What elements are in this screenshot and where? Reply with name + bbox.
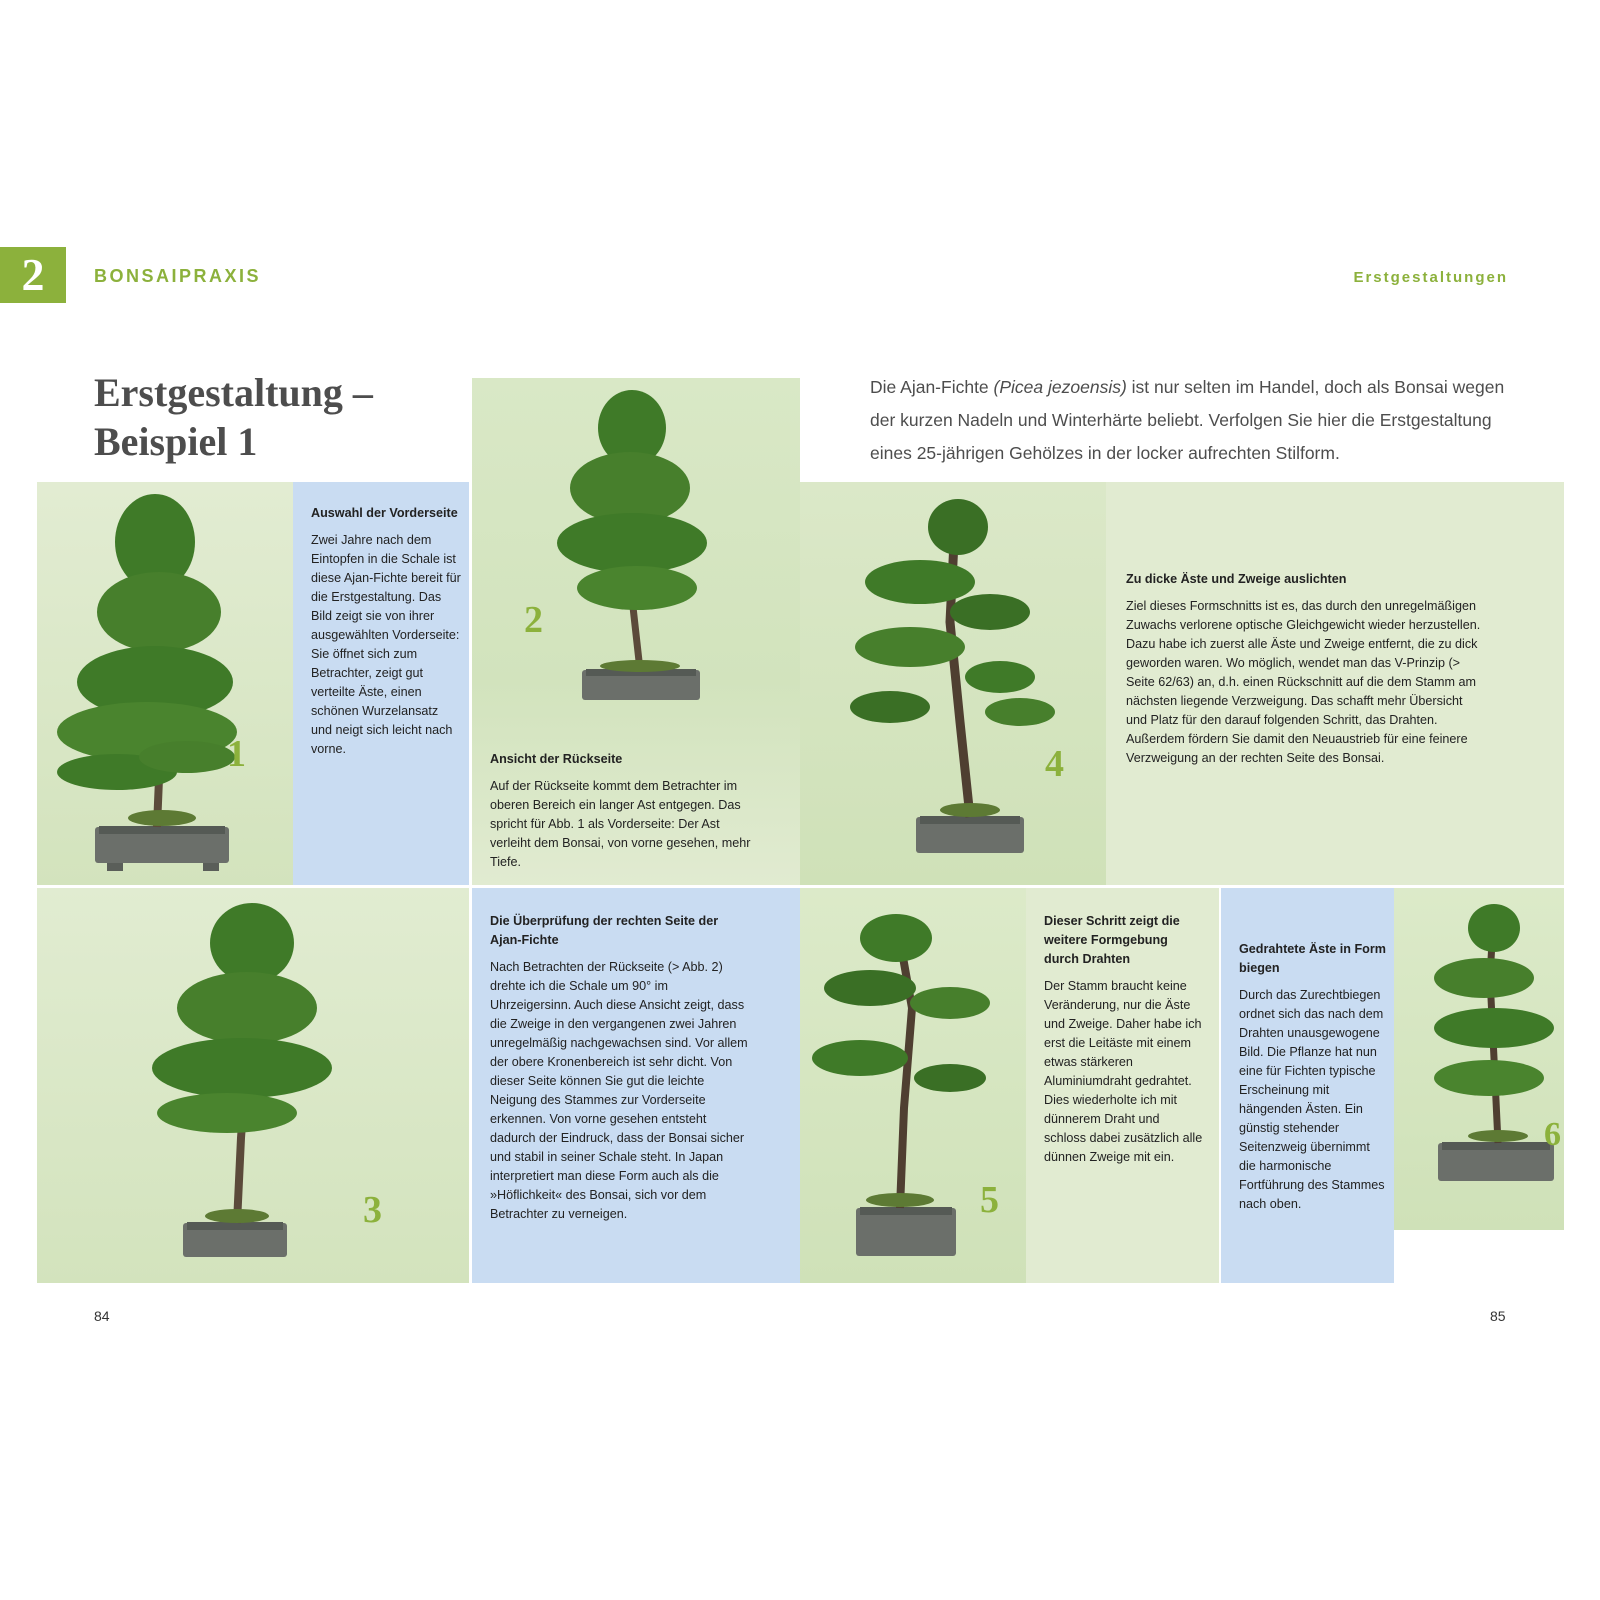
chapter-number-badge: 2 [0,247,66,303]
photo-panel-1 [37,482,293,885]
bonsai-tree-image-3 [37,888,469,1283]
figure-number-5: 5 [980,1179,999,1221]
page-title-line-2: Beispiel 1 [94,419,258,464]
caption-body-5: Der Stamm braucht keine Veränderung, nur die Äste und Zweige. Daher habe ich erst die Leitäste mit einem etwas stärkeren Aluminiumdraht gedrahtet. Dies wiederholte ich mit dünnerem Draht und schloss dabei zusätzlich alle dünnen Zweige mit ein. [1044,979,1203,1164]
photo-panel-4 [800,482,1106,885]
page-title [94,368,454,466]
figure-number-6: 6 [1544,1116,1561,1153]
photo-panel-6 [1394,888,1564,1230]
bonsai-tree-image-4 [800,482,1106,885]
figure-number-1: 1 [227,733,246,775]
caption-body-2: Auf der Rückseite kommt dem Betrachter im oberen Bereich ein langer Ast entgegen. Das spricht für Abb. 1 als Vorderseite: Der Ast verleiht dem Bonsai, von vorne gesehen, mehr Tiefe. [490,779,751,869]
figure-number-3: 3 [363,1189,382,1231]
caption-panel-6 [1221,888,1394,1283]
figure-number-4: 4 [1045,743,1064,785]
page-title-line-1: Erstgestaltung – [94,370,373,415]
caption-panel-1 [293,482,469,885]
caption-body-4: Ziel dieses Formschnitts ist es, das durch den unregelmäßigen Zuwachs verlorene optische Gleichgewicht wieder herzustellen. Dazu habe ich zuerst alle Äste und Zweige entfernt, die zu dick geworden waren. Wo möglich, wendet man das V-Prinzip (> Seite 62/63) an, d.h. einen Rückschnitt auf die dem Stamm am nächsten liegende Verzweigung. Das schafft mehr Übersicht und Platz für den darauf folgenden Schritt, das Drahten. Außerdem fördern Sie damit den Neuaustrieb für eine feinere Verzweigung an der rechten Seite des Bonsai. [1126,599,1481,765]
caption-title-6: Gedrahtete Äste in Form biegen [1239,942,1386,975]
figure-number-2: 2 [524,599,543,641]
intro-latin-name: (Picea jezoensis) [993,377,1127,397]
photo-panel-2 [472,378,800,885]
photo-panel-3 [37,888,469,1283]
caption-body-1: Zwei Jahre nach dem Eintopfen in die Schale ist diese Ajan-Fichte bereit für die Erstgestaltung. Das Bild zeigt sie von ihrer ausgewählten Vorderseite: Sie öffnet sich zum Betrachter, zeigt gut verteilte Äste, einen schönen Wurzelansatz und neigt sich leicht nach vorne. [311,533,461,756]
caption-title-1: Auswahl der Vorderseite [311,506,458,520]
caption-title-4: Zu dicke Äste und Zweige auslichten [1126,572,1347,586]
section-title: Erstgestaltungen [1353,269,1508,286]
caption-panel-3 [472,888,800,1283]
caption-title-2: Ansicht der Rückseite [490,752,623,766]
bonsai-tree-image-5 [800,888,1026,1283]
bonsai-tree-image-6 [1394,888,1564,1230]
caption-body-3: Nach Betrachten der Rückseite (> Abb. 2) drehte ich die Schale um 90° im Uhrzeigersinn. Auch diese Ansicht zeigt, dass die Zweige in den vergangenen zwei Jahren unregelmäßig nachgewachsen sind. Vor allem der obere Kronenbereich ist sehr dicht. Von dieser Seite können Sie gut die leichte Neigung des Stammes zur Vorderseite erkennen. Von vorne gesehen entsteht dadurch der Eindruck, dass der Bonsai sicher und stabil in seiner Schale steht. In Japan interpretiert man diese Form auch als die »Höflichkeit« des Bonsai, sich vor dem Betrachter zu verneigen. [490,960,748,1221]
intro-text-1: Die Ajan-Fichte [870,377,994,397]
photo-panel-5 [800,888,1026,1283]
page-number-right: 85 [1490,1308,1506,1324]
bonsai-tree-image-1 [37,482,293,885]
caption-body-6: Durch das Zurechtbiegen ordnet sich das nach dem Drahten unausgewogene Bild. Die Pflanze hat nun eine für Fichten typische Erscheinung mit hängenden Ästen. Ein günstig stehender Seitenzweig übernimmt die harmonische Fortführung des Stammes nach oben. [1239,988,1385,1211]
caption-panel-4 [1106,482,1564,885]
page-number-left: 84 [94,1308,110,1324]
chapter-title: BONSAIPRAXIS [94,266,262,286]
intro-paragraph [870,371,1510,470]
caption-title-3: Die Überprüfung der rechten Seite der Ajan-Fichte [490,914,719,947]
intro-text-2: ist nur selten im Handel, doch als Bonsai wegen der kurzen Nadeln und Winterhärte beliebt. Verfolgen Sie hier die Erstgestaltung eines 25-jährigen Gehölzes in der locker aufrechten Stilform. [870,377,1505,463]
caption-title-5: Dieser Schritt zeigt die weitere Formgebung durch Drahten [1044,914,1180,966]
caption-panel-5 [1026,888,1219,1283]
